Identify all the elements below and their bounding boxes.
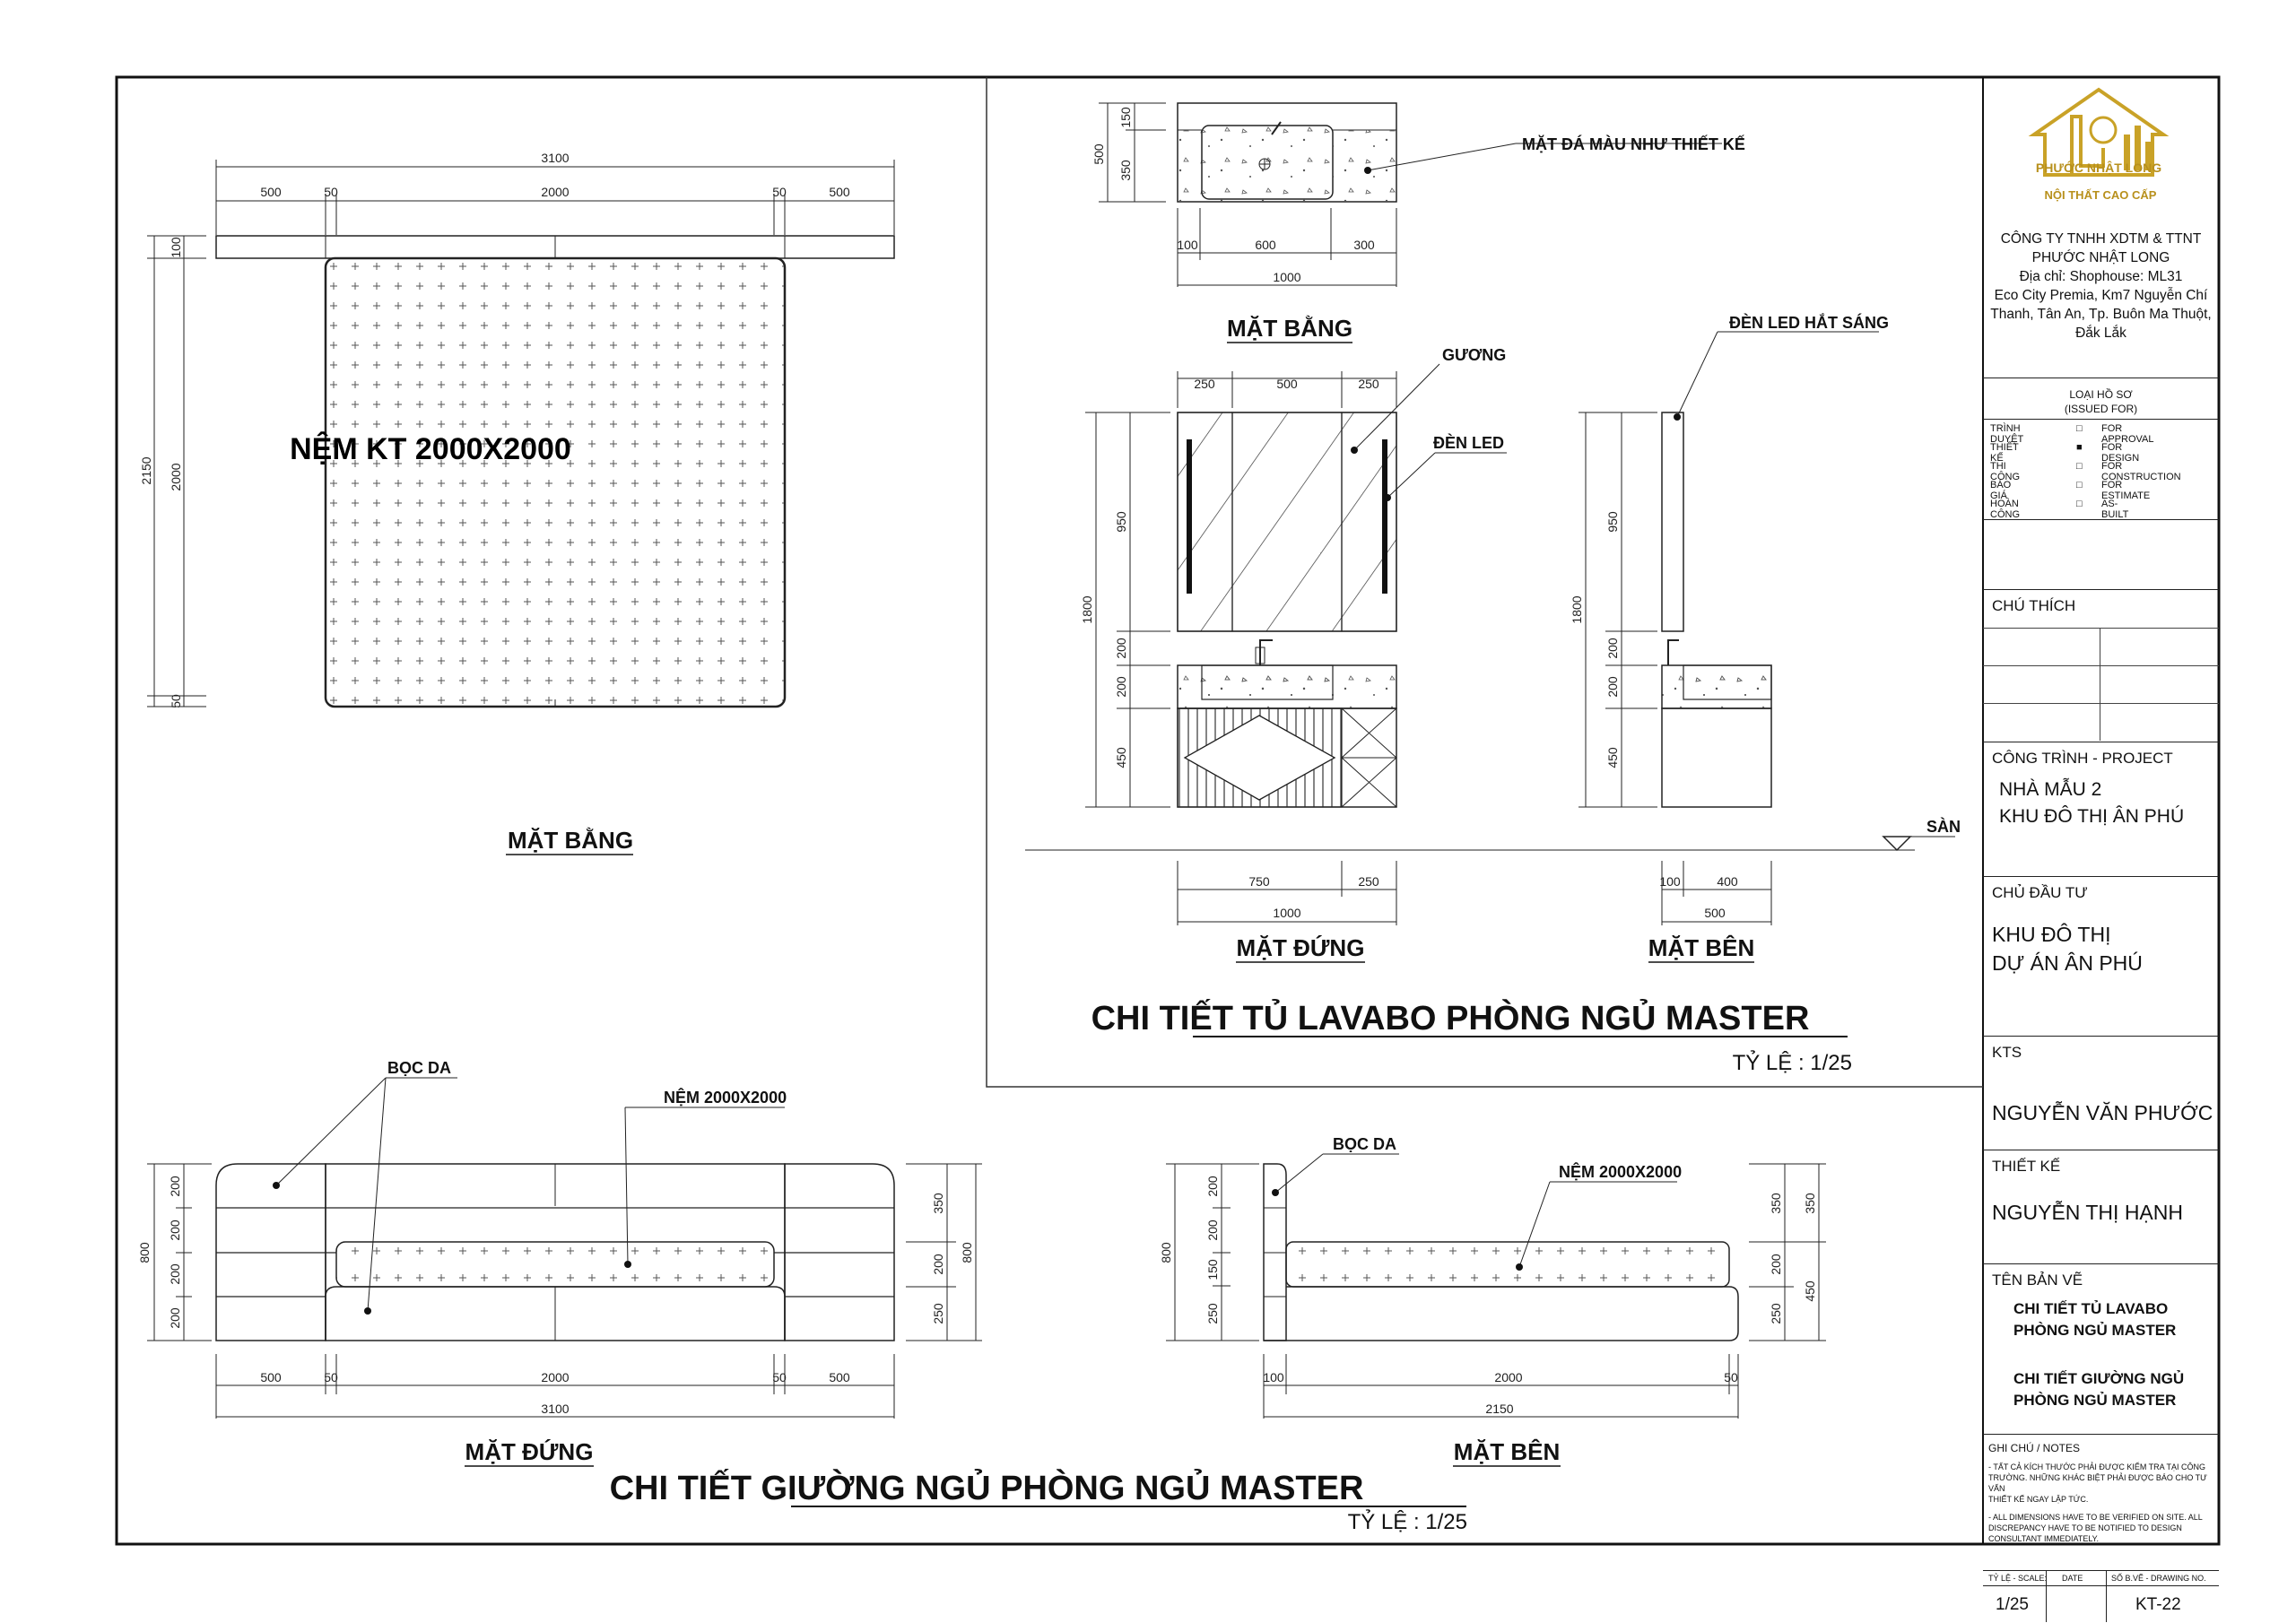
notes-label: CHÚ THÍCH <box>1992 597 2076 614</box>
svg-text:50: 50 <box>169 694 183 708</box>
svg-text:800: 800 <box>137 1242 152 1263</box>
svg-text:950: 950 <box>1605 511 1620 533</box>
bed-front-title: MẶT ĐỨNG <box>465 1438 594 1465</box>
svg-text:50: 50 <box>772 185 787 199</box>
svg-text:450: 450 <box>1605 747 1620 768</box>
svg-text:350: 350 <box>1769 1193 1783 1214</box>
meta-value-row: 1/25 KT-22 <box>1983 1585 2219 1621</box>
svg-text:500: 500 <box>260 185 282 199</box>
bed-side-callout-leather: BỌC DA <box>1333 1135 1396 1153</box>
svg-text:2000: 2000 <box>541 185 570 199</box>
svg-text:600: 600 <box>1255 238 1276 252</box>
lavabo-plan-callout-stone: MẶT ĐÁ MÀU NHƯ THIẾT KẾ <box>1522 135 1745 153</box>
svg-text:1800: 1800 <box>1080 595 1094 624</box>
bed-plan-title: MẶT BẰNG <box>507 827 634 854</box>
title-block <box>1983 77 2219 1614</box>
svg-text:800: 800 <box>960 1242 974 1263</box>
notes-section <box>1983 589 2219 742</box>
svg-text:500: 500 <box>829 185 850 199</box>
lavabo-side-view <box>1570 313 1961 962</box>
svg-text:150: 150 <box>1118 107 1133 128</box>
lavabo-callout-led: ĐÈN LED <box>1433 434 1505 452</box>
bed-front-callout-leather: BỌC DA <box>387 1059 451 1077</box>
lavabo-callout-led-strip: ĐÈN LED HẮT SÁNG <box>1729 314 1890 332</box>
svg-text:150: 150 <box>1205 1259 1220 1280</box>
logo-text: PHƯỚC NHẬT LONG <box>2035 161 2162 175</box>
svg-text:200: 200 <box>1605 638 1620 659</box>
svg-text:300: 300 <box>1353 238 1375 252</box>
svg-text:50: 50 <box>772 1370 787 1384</box>
svg-text:750: 750 <box>1248 874 1270 889</box>
svg-text:200: 200 <box>1114 638 1128 659</box>
svg-text:800: 800 <box>1159 1242 1173 1263</box>
led-strip-right <box>1382 439 1387 594</box>
svg-text:200: 200 <box>1605 676 1620 698</box>
lavabo-front-title: MẶT ĐỨNG <box>1236 934 1365 961</box>
bed-side-title: MẶT BÊN <box>1453 1438 1561 1465</box>
bed-side-callout-mattress: NỆM 2000X2000 <box>1559 1163 1683 1181</box>
svg-text:2150: 2150 <box>139 456 153 485</box>
svg-text:500: 500 <box>1091 143 1106 165</box>
svg-text:2000: 2000 <box>169 463 183 491</box>
logo-sub: NỘI THẤT CAO CẤP <box>2044 188 2157 202</box>
owner-section: CHỦ ĐẦU TƯ KHU ĐÔ THỊ DỰ ÁN ÂN PHÚ <box>1983 876 2219 1036</box>
svg-text:200: 200 <box>168 1307 182 1329</box>
svg-text:400: 400 <box>1717 874 1738 889</box>
svg-text:200: 200 <box>168 1219 182 1241</box>
svg-text:50: 50 <box>324 185 338 199</box>
svg-text:450: 450 <box>1803 1280 1817 1302</box>
company-info: CÔNG TY TNHH XDTM & TTNT PHƯỚC NHẬT LONG Địa chỉ: Shophouse: ML31 Eco City Premia, Km7 Nguyễn Chí Thanh, Tân An, Tp. Buôn Ma Thuột, Đắk Lắk <box>1990 231 2212 341</box>
bed-scale: TỶ LỆ : 1/25 <box>1347 1510 1467 1534</box>
svg-text:1000: 1000 <box>1273 906 1301 920</box>
svg-text:250: 250 <box>1205 1303 1220 1324</box>
drawing-name-section: TÊN BẢN VẼ CHI TIẾT TỦ LAVABO PHÒNG NGỦ MASTER CHI TIẾT GIƯỜNG NGỦ PHÒNG NGỦ MASTER <box>1983 1263 2219 1434</box>
svg-text:500: 500 <box>1704 906 1726 920</box>
lavabo-side-title: MẶT BÊN <box>1648 934 1755 961</box>
ghichu-section: GHI CHÚ / NOTES - TẤT CẢ KÍCH THƯỚC PHẢI ĐƯỢC KIỂM TRA TẠI CÔNG TRƯỜNG. NHỮNG KHÁC BIỆT PHẢI ĐƯỢC BÁO CHO TƯ VẤN THIẾT KẾ NGAY LẬP TỨC. - ALL DIMENSIONS HAVE TO BE VERIFIED ON SITE. ALL DISCREPANCY HAVE TO BE NOTIFIED TO DESIGN CONSULTANT IMMEDIATELY. <box>1983 1434 2219 1570</box>
svg-text:250: 250 <box>1358 874 1379 889</box>
svg-text:3100: 3100 <box>541 1402 570 1416</box>
mattress-plan <box>326 258 785 707</box>
svg-text:200: 200 <box>931 1254 945 1275</box>
bed-side-view <box>1159 1135 1826 1466</box>
svg-text:500: 500 <box>260 1370 282 1384</box>
svg-text:250: 250 <box>931 1303 945 1324</box>
svg-text:2150: 2150 <box>1485 1402 1514 1416</box>
svg-text:50: 50 <box>324 1370 338 1384</box>
designer-section: THIẾT KẾ NGUYỄN THỊ HẠNH <box>1983 1150 2219 1263</box>
svg-text:200: 200 <box>1205 1219 1220 1241</box>
mattress-side <box>1286 1242 1729 1287</box>
lavabo-scale: TỶ LỆ : 1/25 <box>1732 1051 1852 1075</box>
svg-text:2000: 2000 <box>1494 1370 1523 1384</box>
svg-text:50: 50 <box>1724 1370 1738 1384</box>
lavabo-plan-title: MẶT BẰNG <box>1226 315 1353 342</box>
svg-text:200: 200 <box>168 1263 182 1285</box>
led-strip-left <box>1187 439 1192 594</box>
svg-text:100: 100 <box>1263 1370 1284 1384</box>
svg-text:950: 950 <box>1114 511 1128 533</box>
svg-text:100: 100 <box>169 237 183 258</box>
svg-text:3100: 3100 <box>541 151 570 165</box>
svg-text:250: 250 <box>1358 377 1379 391</box>
svg-text:1800: 1800 <box>1570 595 1584 624</box>
svg-text:200: 200 <box>1205 1176 1220 1197</box>
svg-text:350: 350 <box>931 1193 945 1214</box>
svg-text:450: 450 <box>1114 747 1128 768</box>
svg-text:250: 250 <box>1769 1303 1783 1324</box>
meta-header-row: TỶ LỆ - SCALE: DATE SỐ B.VẼ - DRAWING NO. <box>1983 1570 2219 1585</box>
svg-text:200: 200 <box>1769 1254 1783 1275</box>
lavabo-panel-frame <box>987 77 1983 1087</box>
svg-text:500: 500 <box>1276 377 1298 391</box>
bed-front-view <box>137 1059 982 1466</box>
issued-for-section: LOẠI HỒ SƠ (ISSUED FOR) TRÌNH DUYỆT □ FOR APPROVAL THIẾT KẾ ■ FOR DESIGN THI CÔNG □ FOR CONSTRUCTION BÁO GIÁ □ FOR ESTIMATE HOÀN CÔNG □ AS-BUILT <box>1983 378 2219 495</box>
bed-main-title: CHI TIẾT GIƯỜNG NGỦ PHÒNG NGỦ MASTER <box>609 1470 1364 1507</box>
lavabo-front-view <box>1025 346 1915 962</box>
lavabo-plan-view <box>1091 103 1745 343</box>
bed-front-callout-mattress: NỆM 2000X2000 <box>664 1089 787 1107</box>
mattress-label: NỆM KT 2000X2000 <box>290 432 571 466</box>
bed-plan-view <box>139 151 894 855</box>
svg-text:350: 350 <box>1803 1193 1817 1214</box>
floor-label: SÀN <box>1926 818 1961 836</box>
svg-text:100: 100 <box>1177 238 1198 252</box>
svg-text:100: 100 <box>1659 874 1681 889</box>
mattress-front <box>336 1242 774 1287</box>
lavabo-main-title: CHI TIẾT TỦ LAVABO PHÒNG NGỦ MASTER <box>1091 1000 1810 1037</box>
project-section: CÔNG TRÌNH - PROJECT NHÀ MẪU 2 KHU ĐÔ THỊ ÂN PHÚ <box>1983 742 2219 876</box>
svg-text:2000: 2000 <box>541 1370 570 1384</box>
lavabo-callout-mirror: GƯƠNG <box>1442 346 1507 364</box>
svg-text:350: 350 <box>1118 160 1133 181</box>
svg-text:250: 250 <box>1194 377 1215 391</box>
svg-text:500: 500 <box>829 1370 850 1384</box>
svg-text:200: 200 <box>168 1176 182 1197</box>
svg-text:200: 200 <box>1114 676 1128 698</box>
svg-text:1000: 1000 <box>1273 270 1301 284</box>
architect-section: KTS NGUYỄN VĂN PHƯỚC <box>1983 1036 2219 1150</box>
